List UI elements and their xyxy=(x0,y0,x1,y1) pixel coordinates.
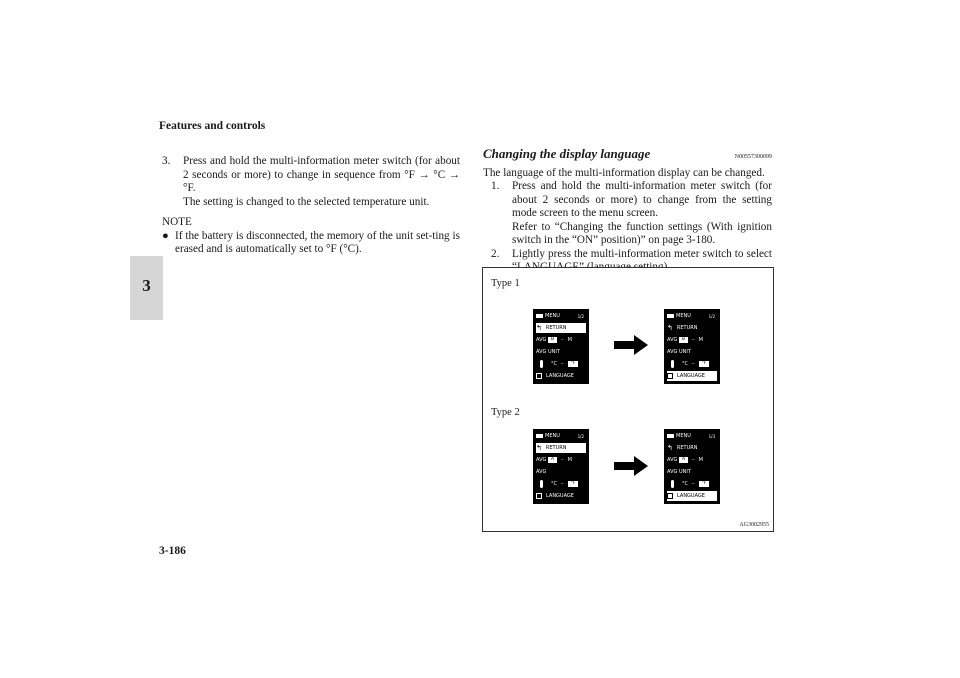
chapter-tab xyxy=(130,256,163,320)
left-column xyxy=(162,155,460,257)
menu-icon xyxy=(667,314,674,318)
avg-m: M xyxy=(567,337,572,343)
avg-label: AVG xyxy=(536,337,547,343)
menu-icon xyxy=(536,314,543,318)
return-row xyxy=(667,323,717,333)
temp-row xyxy=(536,359,586,369)
figure-code: AG3002955 xyxy=(739,522,769,528)
avg-row xyxy=(667,335,717,345)
step-1 xyxy=(483,180,772,248)
note-text: If the battery is disconnected, the memory of the unit set-ting is erased and is automatically set to °F (°C). xyxy=(175,229,460,255)
avg-label: AVG xyxy=(536,457,547,463)
page-indicator: 1/2 xyxy=(577,433,584,439)
menu-title: MENU xyxy=(545,313,560,319)
menu-row xyxy=(536,311,586,321)
unit-row xyxy=(536,467,586,477)
bullet-icon: ● xyxy=(162,229,169,242)
fahrenheit-box: °F xyxy=(568,481,579,487)
unit-label: AVG UNIT xyxy=(667,469,691,475)
language-row xyxy=(536,371,586,381)
language-label: LANGUAGE xyxy=(677,373,705,379)
return-label: RETURN xyxy=(545,445,567,451)
language-row xyxy=(667,491,717,501)
intro-text: The language of the multi-information display can be changed. xyxy=(483,166,765,179)
heading-code: N00557300099 xyxy=(734,154,772,160)
avg-m: M xyxy=(698,457,703,463)
celsius: °C xyxy=(682,361,688,367)
step-number: 2. xyxy=(491,247,500,260)
dash: – xyxy=(561,481,564,487)
chapter-number: 3 xyxy=(142,276,151,295)
page-indicator: 1/2 xyxy=(708,313,715,319)
language-label: LANGUAGE xyxy=(546,373,574,379)
menu-title: MENU xyxy=(545,433,560,439)
language-icon xyxy=(667,493,673,499)
thermometer-icon xyxy=(540,360,543,368)
dash: – xyxy=(692,457,695,463)
arrow-right-icon xyxy=(614,456,648,476)
fahrenheit-box: °F xyxy=(699,361,710,367)
menu-icon xyxy=(667,434,674,438)
unit-label: AVG UNIT xyxy=(536,349,560,355)
language-figure xyxy=(482,267,774,532)
page-indicator: 1/2 xyxy=(577,313,584,319)
fahrenheit-box: °F xyxy=(699,481,710,487)
page-number: 3-186 xyxy=(159,545,186,557)
language-label: LANGUAGE xyxy=(546,493,574,499)
type1-label: Type 1 xyxy=(491,278,520,289)
fahrenheit-box: °F xyxy=(568,361,579,367)
dash: – xyxy=(561,361,564,367)
section-heading xyxy=(483,147,772,165)
return-row xyxy=(667,443,717,453)
avg-row xyxy=(536,455,586,465)
step-number: 3. xyxy=(162,155,171,167)
menu-row xyxy=(667,431,717,441)
dash: – xyxy=(692,361,695,367)
avg-row xyxy=(536,335,586,345)
language-row xyxy=(667,371,717,381)
avg-box: B xyxy=(548,337,557,343)
dash: – xyxy=(561,457,564,463)
return-label: RETURN xyxy=(676,445,698,451)
type1-screen-before xyxy=(533,309,589,384)
step-result: The setting is changed to the selected temperature unit. xyxy=(183,195,430,208)
avg-m: M xyxy=(698,337,703,343)
step-text: Lightly press the multi-information meter switch to select xyxy=(512,247,772,260)
temp-row xyxy=(667,359,717,369)
avg-box: A xyxy=(679,457,688,463)
avg-label: AVG xyxy=(667,337,678,343)
avg-box: B xyxy=(679,337,688,343)
menu-row xyxy=(667,311,717,321)
unit-row xyxy=(536,347,586,357)
language-icon xyxy=(536,373,542,379)
menu-row xyxy=(536,431,586,441)
avg-row xyxy=(667,455,717,465)
menu-icon xyxy=(536,434,543,438)
return-row xyxy=(536,323,586,333)
language-row xyxy=(536,491,586,501)
celsius: °C xyxy=(551,481,557,487)
menu-title: MENU xyxy=(676,433,691,439)
section-title: Features and controls xyxy=(159,120,266,132)
step-text: Press and hold the multi-information meter switch (for about 2 seconds or more) to change in sequence from °F → °C → °F. xyxy=(183,155,460,194)
note-item xyxy=(162,230,460,257)
return-label: RETURN xyxy=(545,325,567,331)
note-label: NOTE xyxy=(162,216,192,228)
heading-text: Changing the display language xyxy=(483,146,651,161)
thermometer-icon xyxy=(540,480,543,488)
page-indicator: 1/3 xyxy=(708,433,715,439)
arrow-right-icon xyxy=(614,335,648,355)
avg-m: M xyxy=(567,457,572,463)
menu-title: MENU xyxy=(676,313,691,319)
language-icon xyxy=(667,373,673,379)
language-label: LANGUAGE xyxy=(677,493,705,499)
type2-screen-before xyxy=(533,429,589,504)
return-arrow-icon: ↰ xyxy=(667,324,673,332)
type2-label: Type 2 xyxy=(491,407,520,418)
type2-screen-after xyxy=(664,429,720,504)
step-number: 1. xyxy=(491,180,500,192)
right-column xyxy=(483,147,772,275)
avg-box: A xyxy=(548,457,557,463)
type1-screen-after xyxy=(664,309,720,384)
celsius: °C xyxy=(551,361,557,367)
return-arrow-icon: ↰ xyxy=(536,444,542,452)
return-arrow-icon: ↰ xyxy=(536,324,542,332)
unit-label: AVG xyxy=(536,469,547,475)
thermometer-icon xyxy=(671,480,674,488)
celsius: °C xyxy=(682,481,688,487)
unit-label: AVG UNIT xyxy=(667,349,691,355)
language-icon xyxy=(536,493,542,499)
return-row xyxy=(536,443,586,453)
step-text: Press and hold the multi-information meter switch (for about 2 seconds or more) to change from the setting mode screen to the menu screen. xyxy=(512,180,772,219)
return-label: RETURN xyxy=(676,325,698,331)
step-reference: Refer to “Changing the function settings (With ignition switch in the “ON” position)” on page 3-180. xyxy=(512,220,772,246)
step-3 xyxy=(162,155,460,209)
temp-row xyxy=(667,479,717,489)
unit-row xyxy=(667,467,717,477)
dash: – xyxy=(692,337,695,343)
thermometer-icon xyxy=(671,360,674,368)
unit-row xyxy=(667,347,717,357)
temp-row xyxy=(536,479,586,489)
avg-label: AVG xyxy=(667,457,678,463)
return-arrow-icon: ↰ xyxy=(667,444,673,452)
dash: – xyxy=(692,481,695,487)
dash: – xyxy=(561,337,564,343)
